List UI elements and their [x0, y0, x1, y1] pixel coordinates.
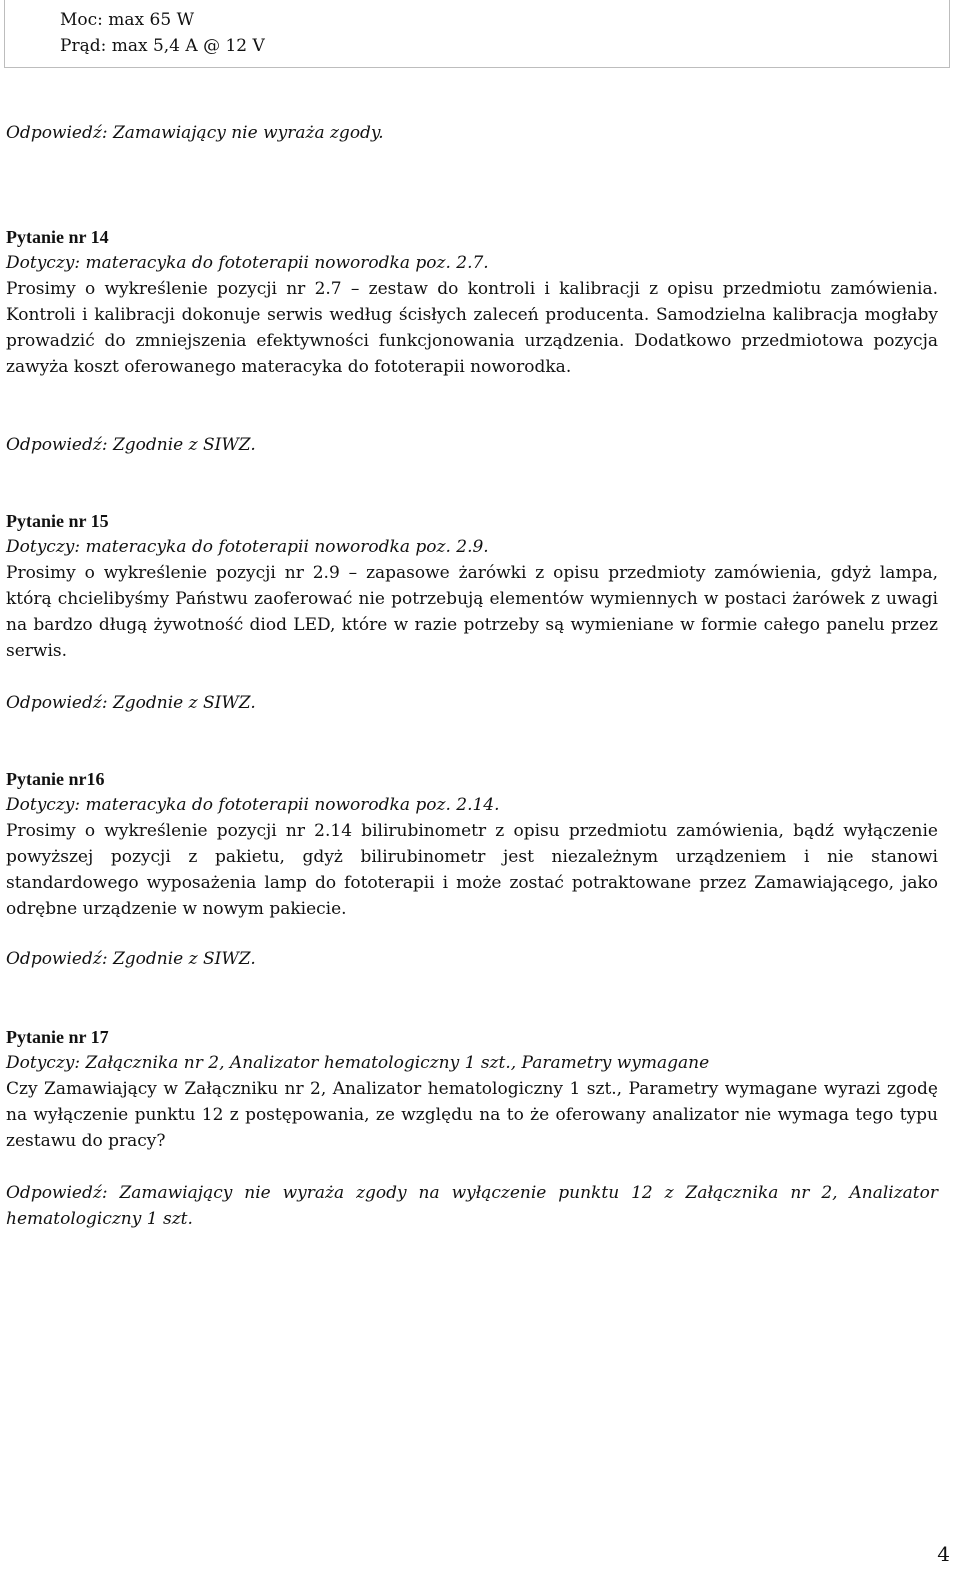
question-15 [6, 508, 938, 664]
question-concerns: Dotyczy: materacyka do fototerapii noworodka poz. 2.14. [6, 795, 500, 815]
page-number: 4 [937, 1542, 950, 1566]
question-concerns: Dotyczy: Załącznika nr 2, Analizator hematologiczny 1 szt., Parametry wymagane [6, 1053, 710, 1073]
question-17 [6, 1024, 938, 1154]
answer-q13: Odpowiedź: Zamawiający nie wyraża zgody. [6, 123, 384, 143]
question-concerns: Dotyczy: materacyka do fototerapii noworodka poz. 2.9. [6, 537, 489, 557]
question-body: Czy Zamawiający w Załączniku nr 2, Analizator hematologiczny 1 szt., Parametry wymagane wyrazi zgodę na wyłączenie punktu 12 z postępowania, ze względu na to że oferowany analizator nie wymaga tego typu zestawu do pracy? [6, 1079, 938, 1151]
answer-q16: Odpowiedź: Zgodnie z SIWZ. [6, 949, 256, 969]
question-body: Prosimy o wykreślenie pozycji nr 2.7 – zestaw do kontroli i kalibracji z opisu przedmiotu zamówienia. Kontroli i kalibracji dokonuje serwis według ścisłych zaleceń producenta. Samodzielna kalibracja mogłaby prowadzić do zmniejszenia efektywności funkcjonowania urządzenia. Dodatkowo przedmiotowa pozycja zawyża koszt oferowanego materacyka do fototerapii noworodka. [6, 279, 938, 377]
answer-q14: Odpowiedź: Zgodnie z SIWZ. [6, 435, 256, 455]
question-title: Pytanie nr 17 [6, 1027, 109, 1047]
answer-q15: Odpowiedź: Zgodnie z SIWZ. [6, 693, 256, 713]
answer-q17: Odpowiedź: Zamawiający nie wyraża zgody na wyłączenie punktu 12 z Załącznika nr 2, Analizator hematologiczny 1 szt. [6, 1183, 938, 1229]
question-body: Prosimy o wykreślenie pozycji nr 2.9 – zapasowe żarówki z opisu przedmioty zamówienia, gdyż lampa, którą chcielibyśmy Państwu zaoferować nie potrzebują elementów wymiennych w postaci żarówek z uwagi na bardzo długą żywotność diod LED, które w razie potrzeby są wymieniane w formie całego panelu przez serwis. [6, 563, 938, 661]
question-concerns: Dotyczy: materacyka do fototerapii noworodka poz. 2.7. [6, 253, 489, 273]
question-title: Pytanie nr 14 [6, 227, 109, 247]
spec-current: Prąd: max 5,4 A @ 12 V [60, 36, 265, 56]
question-14 [6, 224, 938, 380]
question-body: Prosimy o wykreślenie pozycji nr 2.14 bilirubinometr z opisu przedmiotu zamówienia, bądź wyłączenie powyższej pozycji z pakietu, gdyż bilirubinometr jest niezależnym urządzeniem i nie stanowi standardowego wyposażenia lamp do fototerapii i może zostać potraktowane przez Zamawiającego, jako odrębne urządzenie w nowym pakiecie. [6, 821, 938, 919]
question-title: Pytanie nr 15 [6, 511, 109, 531]
question-title: Pytanie nr16 [6, 769, 105, 789]
spec-power: Moc: max 65 W [60, 10, 195, 30]
question-16 [6, 766, 938, 922]
